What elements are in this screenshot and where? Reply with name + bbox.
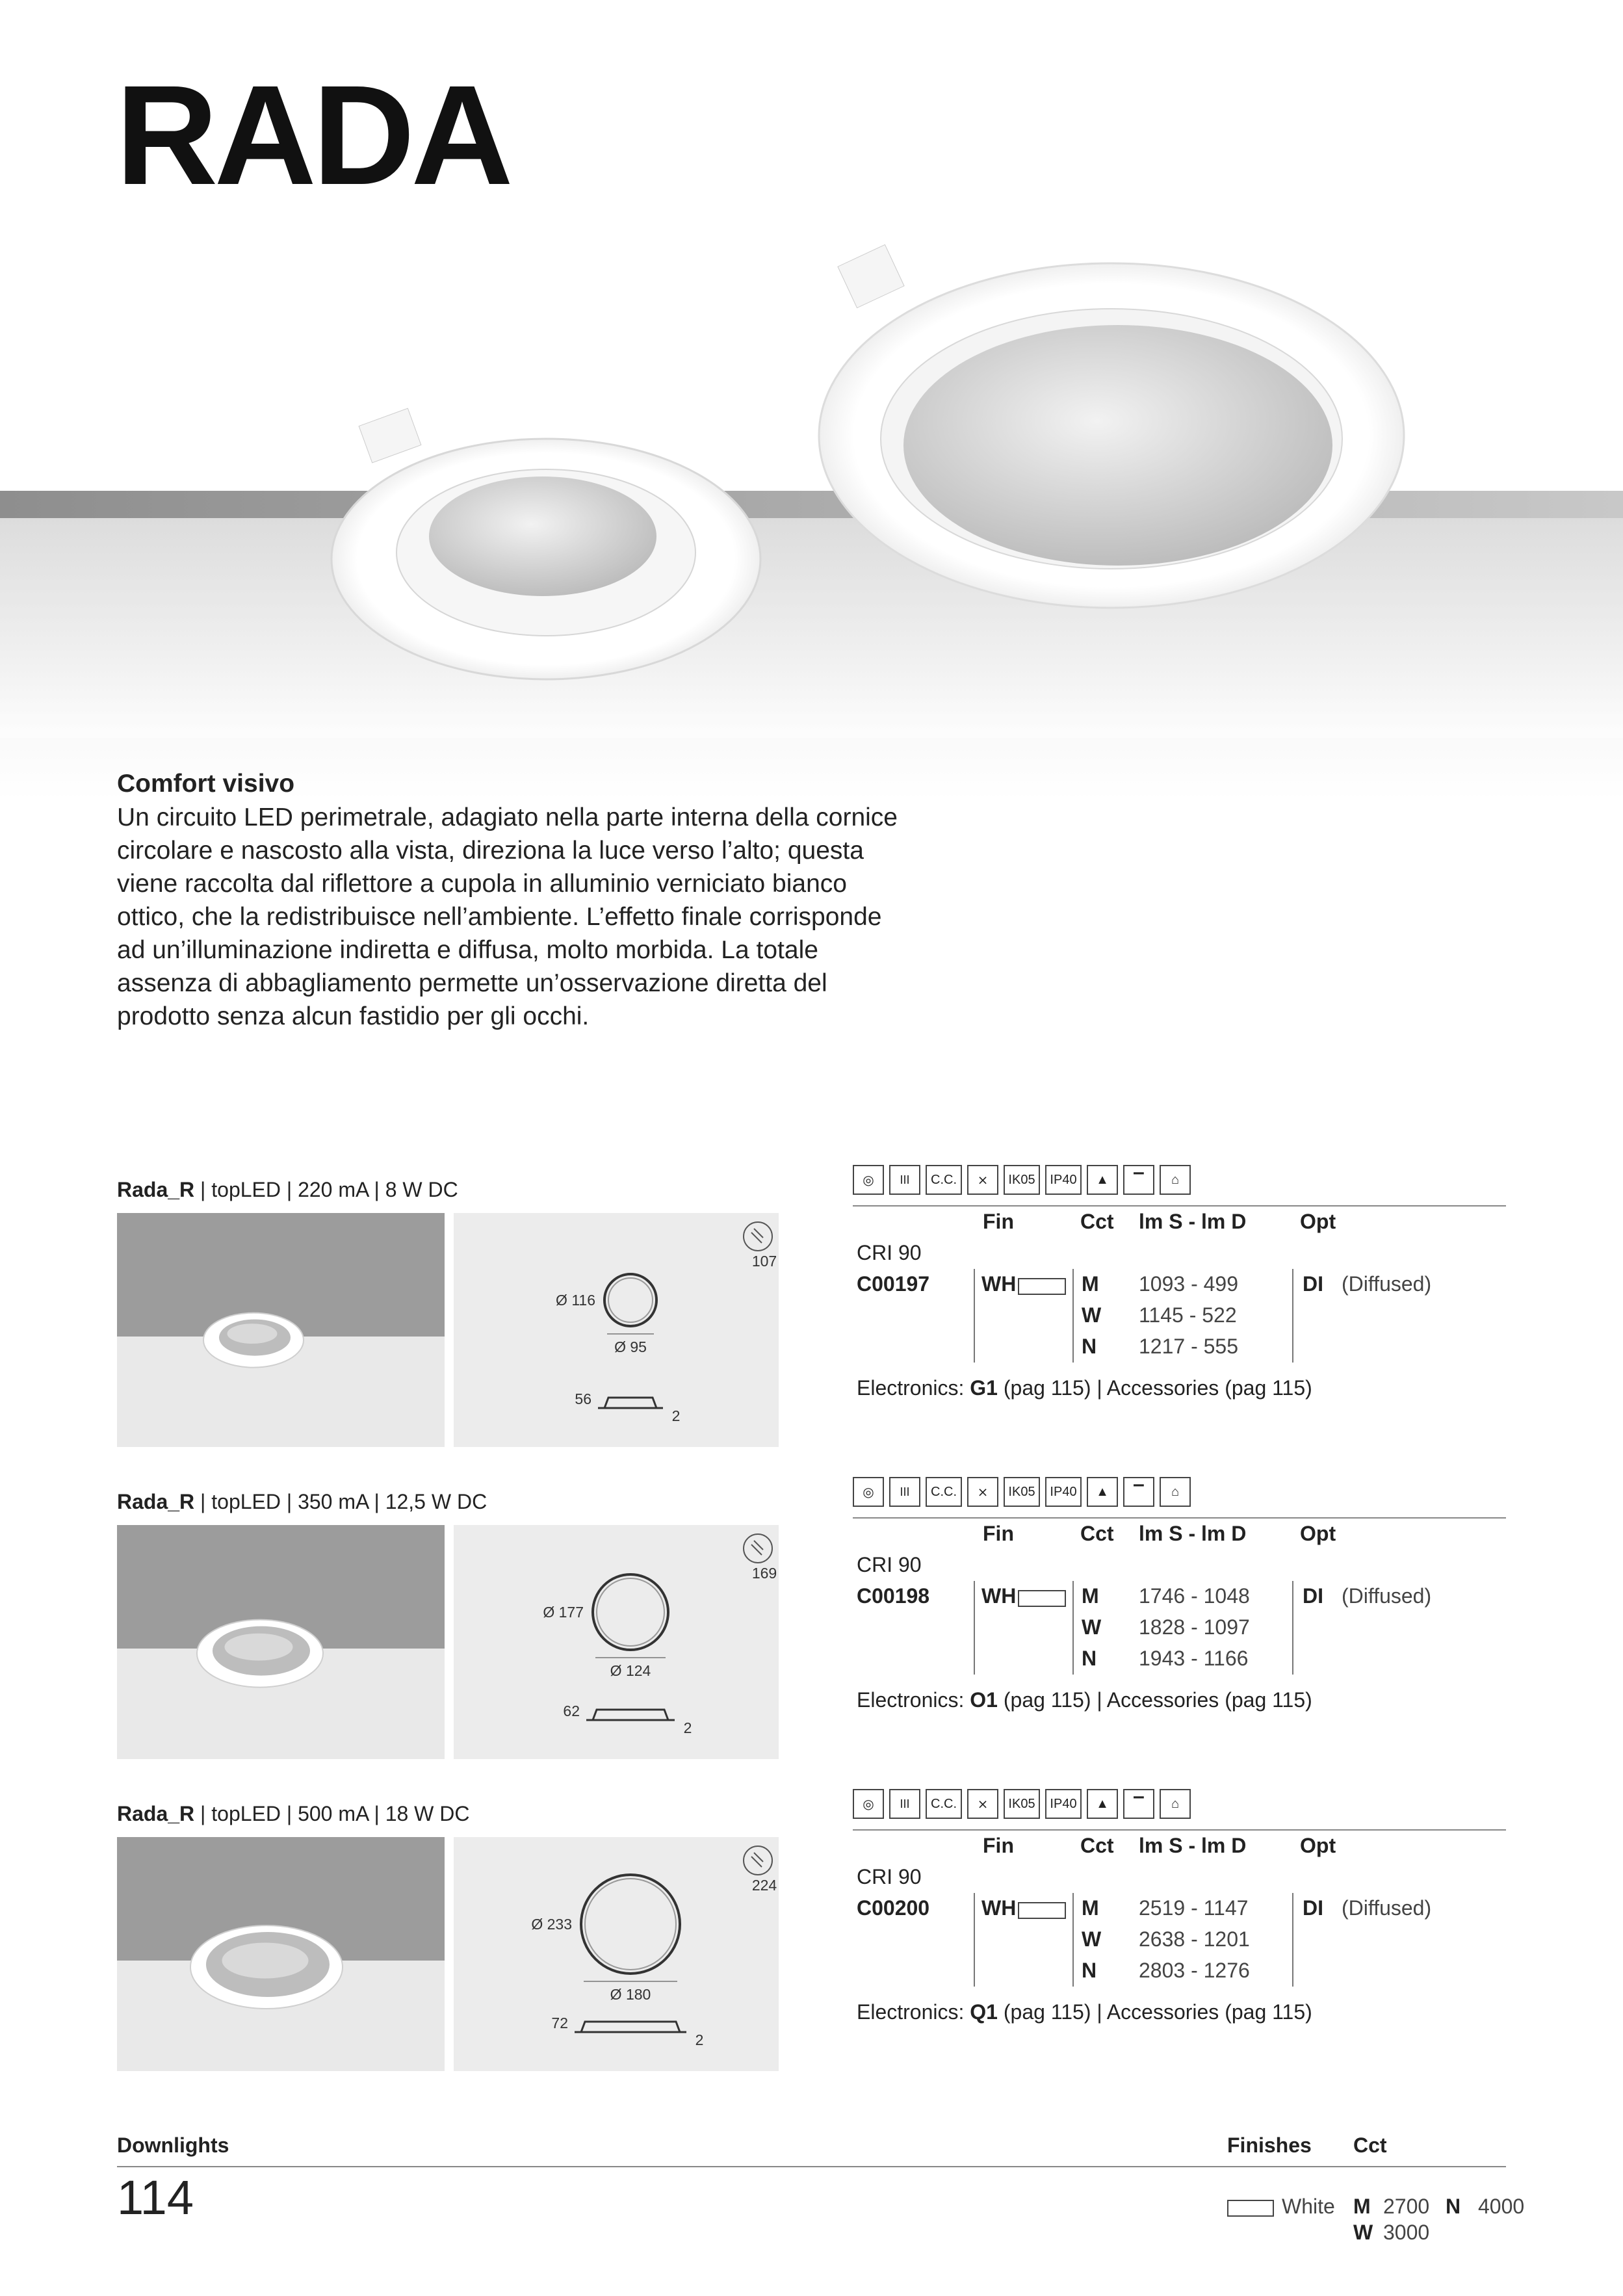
header-fin: Fin xyxy=(983,1210,1014,1233)
cct-w: W xyxy=(1082,1927,1102,1951)
flange-dim: 2 xyxy=(683,1719,692,1736)
electronics-suffix: (pag 115) | Accessories (pag 115) xyxy=(997,1688,1312,1712)
lumen-w: 1145 - 522 xyxy=(1139,1303,1237,1327)
class-iii-icon: III xyxy=(889,1165,920,1195)
ik-rating-icon: IK05 xyxy=(1004,1165,1040,1195)
finish-white: White xyxy=(1282,2195,1335,2218)
footer-cct-n: N xyxy=(1446,2195,1461,2218)
cri-label: CRI 90 xyxy=(857,1865,922,1888)
outer-diameter: Ø 116 xyxy=(556,1292,595,1309)
lumen-m: 2519 - 1147 xyxy=(1139,1896,1249,1920)
comfort-line: Un circuito LED perimetrale, adagiato nella parte interna della cornice xyxy=(117,803,898,831)
cct-w: W xyxy=(1082,1303,1102,1327)
spec-divider xyxy=(1072,1581,1074,1675)
recessed-icon: ⌂ xyxy=(1160,1165,1191,1195)
electronics-code: Q1 xyxy=(970,2000,998,2024)
optic-code: DI xyxy=(1303,1584,1323,1608)
height-dim: 72 xyxy=(551,2015,568,2031)
product-desc: | topLED | 500 mA | 18 W DC xyxy=(194,1802,470,1825)
dash-box-icon: ▔ xyxy=(1123,1477,1154,1507)
spec-divider xyxy=(974,1269,975,1363)
cct-label: Cct xyxy=(1353,2133,1387,2157)
cc-icon: C.C. xyxy=(926,1789,962,1819)
hole-cut-icon xyxy=(744,1534,772,1563)
cc-icon: C.C. xyxy=(926,1477,962,1507)
product-title xyxy=(117,1177,458,1203)
ip-rating-icon: IP40 xyxy=(1045,1477,1082,1507)
product-name: Rada_R xyxy=(117,1490,195,1513)
recessed-icon: ⌂ xyxy=(1160,1789,1191,1819)
electronics-code: G1 xyxy=(970,1376,998,1400)
driver-icon: ◎ xyxy=(853,1477,884,1507)
technical-drawing xyxy=(454,1213,779,1447)
product-name: Rada_R xyxy=(117,1802,195,1825)
lumen-w: 1828 - 1097 xyxy=(1139,1615,1250,1639)
comfort-section xyxy=(117,767,975,1033)
hole-cut-icon xyxy=(744,1846,772,1875)
cri-label: CRI 90 xyxy=(857,1553,922,1576)
inner-diameter: Ø 124 xyxy=(610,1662,651,1679)
flange-dim: 2 xyxy=(695,2031,704,2048)
finish-swatch xyxy=(1018,1902,1066,1919)
inner-diameter: Ø 95 xyxy=(614,1338,647,1355)
height-dim: 56 xyxy=(575,1390,591,1407)
finish-code: WH xyxy=(981,1272,1017,1296)
product-desc: | topLED | 220 mA | 8 W DC xyxy=(194,1178,458,1201)
no-cover-icon: ⨯ xyxy=(967,1165,998,1195)
lumen-n: 1217 - 555 xyxy=(1139,1335,1239,1358)
section-profile xyxy=(586,1710,675,1720)
footer-cct-m-value: 2700 xyxy=(1383,2195,1430,2218)
comfort-heading: Comfort visivo xyxy=(117,770,295,798)
optic-code: DI xyxy=(1303,1272,1323,1296)
footer-cct-m: M xyxy=(1353,2195,1371,2218)
spec-divider xyxy=(1072,1269,1074,1363)
cct-n: N xyxy=(1082,1959,1097,1982)
hole-size: 107 xyxy=(751,1253,777,1270)
driver-icon: ◎ xyxy=(853,1165,884,1195)
product-photo xyxy=(117,1213,445,1447)
lumen-n: 2803 - 1276 xyxy=(1139,1959,1250,1982)
dash-box-icon: ▔ xyxy=(1123,1165,1154,1195)
flange-dim: 2 xyxy=(671,1407,681,1424)
beam-icon: ▲ xyxy=(1087,1165,1118,1195)
hole-size: 169 xyxy=(751,1565,777,1582)
optic-desc: (Diffused) xyxy=(1342,1584,1432,1608)
header-cct: Cct xyxy=(1080,1522,1114,1545)
height-dim: 62 xyxy=(563,1702,580,1719)
comfort-line: assenza di abbagliamento permette un’osservazione diretta del xyxy=(117,969,827,997)
recessed-icon: ⌂ xyxy=(1160,1477,1191,1507)
beam-icon: ▲ xyxy=(1087,1789,1118,1819)
header-lm: lm S - lm D xyxy=(1139,1210,1247,1233)
electronics-info xyxy=(857,1685,1312,1715)
section-profile xyxy=(598,1398,663,1408)
electronics-suffix: (pag 115) | Accessories (pag 115) xyxy=(997,1376,1312,1400)
header-fin: Fin xyxy=(983,1522,1014,1545)
header-fin: Fin xyxy=(983,1834,1014,1857)
class-iii-icon: III xyxy=(889,1789,920,1819)
comfort-line: ad un’illuminazione indiretta e diffusa, molto morbida. La totale xyxy=(117,936,818,964)
footer-cct-w-value: 3000 xyxy=(1383,2221,1430,2244)
outer-diameter: Ø 233 xyxy=(531,1916,572,1933)
product-photo xyxy=(117,1837,445,2071)
lumen-n: 1943 - 1166 xyxy=(1139,1647,1249,1670)
ik-rating-icon: IK05 xyxy=(1004,1477,1040,1507)
spec-divider xyxy=(1072,1893,1074,1987)
electronics-suffix: (pag 115) | Accessories (pag 115) xyxy=(997,2000,1312,2024)
optic-desc: (Diffused) xyxy=(1342,1896,1432,1920)
electronics-prefix: Electronics: xyxy=(857,1376,970,1400)
cct-m: M xyxy=(1082,1272,1099,1296)
lumen-w: 2638 - 1201 xyxy=(1139,1927,1250,1951)
footer-rule xyxy=(117,2166,1506,2167)
ip-rating-icon: IP40 xyxy=(1045,1789,1082,1819)
footer-cct-w: W xyxy=(1353,2221,1373,2244)
cct-n: N xyxy=(1082,1335,1097,1358)
lumen-m: 1093 - 499 xyxy=(1139,1272,1239,1296)
footer-cct-n-value: 4000 xyxy=(1478,2195,1525,2218)
spec-divider xyxy=(974,1893,975,1987)
spec-divider xyxy=(1292,1893,1293,1987)
outer-diameter: Ø 177 xyxy=(543,1604,584,1621)
header-cct: Cct xyxy=(1080,1834,1114,1857)
feature-icons xyxy=(853,1165,1191,1197)
no-cover-icon: ⨯ xyxy=(967,1477,998,1507)
spec-divider xyxy=(1292,1581,1293,1675)
product-title xyxy=(117,1489,487,1515)
lumen-m: 1746 - 1048 xyxy=(1139,1584,1250,1608)
product-name: Rada_R xyxy=(117,1178,195,1201)
header-opt: Opt xyxy=(1300,1834,1336,1857)
finish-code: WH xyxy=(981,1584,1017,1608)
product-desc: | topLED | 350 mA | 12,5 W DC xyxy=(194,1490,487,1513)
finish-code: WH xyxy=(981,1896,1017,1920)
optic-desc: (Diffused) xyxy=(1342,1272,1432,1296)
product-title xyxy=(117,1801,469,1827)
finish-swatch xyxy=(1018,1278,1066,1295)
feature-icons xyxy=(853,1477,1191,1509)
white-swatch xyxy=(1227,2200,1274,2217)
product-code: C00197 xyxy=(857,1272,930,1296)
finish-swatch xyxy=(1018,1590,1066,1607)
footer-section: Downlights xyxy=(117,2133,229,2157)
electronics-prefix: Electronics: xyxy=(857,2000,970,2024)
product-photo xyxy=(117,1525,445,1759)
cct-m: M xyxy=(1082,1584,1099,1608)
electronics-prefix: Electronics: xyxy=(857,1688,970,1712)
comfort-line: viene raccolta dal riflettore a cupola in alluminio verniciato bianco xyxy=(117,870,847,898)
optic-code: DI xyxy=(1303,1896,1323,1920)
inner-diameter: Ø 180 xyxy=(610,1986,651,2003)
cri-label: CRI 90 xyxy=(857,1241,922,1264)
cct-n: N xyxy=(1082,1647,1097,1670)
comfort-line: circolare e nascosto alla vista, direziona la luce verso l’alto; questa xyxy=(117,837,864,865)
comfort-line: ottico, che la redistribuisce nell’ambiente. L’effetto finale corrisponde xyxy=(117,903,882,931)
header-opt: Opt xyxy=(1300,1210,1336,1233)
technical-drawing xyxy=(454,1837,779,2071)
header-cct: Cct xyxy=(1080,1210,1114,1233)
page-title: RADA xyxy=(116,57,510,215)
section-profile xyxy=(575,2022,686,2032)
spec-divider xyxy=(1292,1269,1293,1363)
ik-rating-icon: IK05 xyxy=(1004,1789,1040,1819)
driver-icon: ◎ xyxy=(853,1789,884,1819)
cct-m: M xyxy=(1082,1896,1099,1920)
beam-icon: ▲ xyxy=(1087,1477,1118,1507)
header-lm: lm S - lm D xyxy=(1139,1834,1247,1857)
header-lm: lm S - lm D xyxy=(1139,1522,1247,1545)
ip-rating-icon: IP40 xyxy=(1045,1165,1082,1195)
hero-product-image xyxy=(0,215,1623,800)
electronics-info xyxy=(857,1373,1312,1403)
finishes-label: Finishes xyxy=(1227,2133,1312,2157)
hole-size: 224 xyxy=(751,1877,777,1894)
cct-w: W xyxy=(1082,1615,1102,1639)
feature-icons xyxy=(853,1789,1191,1821)
product-code: C00200 xyxy=(857,1896,930,1920)
comfort-line: prodotto senza alcun fastidio per gli occhi. xyxy=(117,1002,590,1030)
electronics-code: O1 xyxy=(970,1688,998,1712)
dash-box-icon: ▔ xyxy=(1123,1789,1154,1819)
technical-drawing xyxy=(454,1525,779,1759)
electronics-info xyxy=(857,1997,1312,2027)
page-number: 114 xyxy=(117,2171,194,2224)
product-code: C00198 xyxy=(857,1584,930,1608)
no-cover-icon: ⨯ xyxy=(967,1789,998,1819)
class-iii-icon: III xyxy=(889,1477,920,1507)
hole-cut-icon xyxy=(744,1222,772,1251)
header-opt: Opt xyxy=(1300,1522,1336,1545)
cc-icon: C.C. xyxy=(926,1165,962,1195)
spec-divider xyxy=(974,1581,975,1675)
